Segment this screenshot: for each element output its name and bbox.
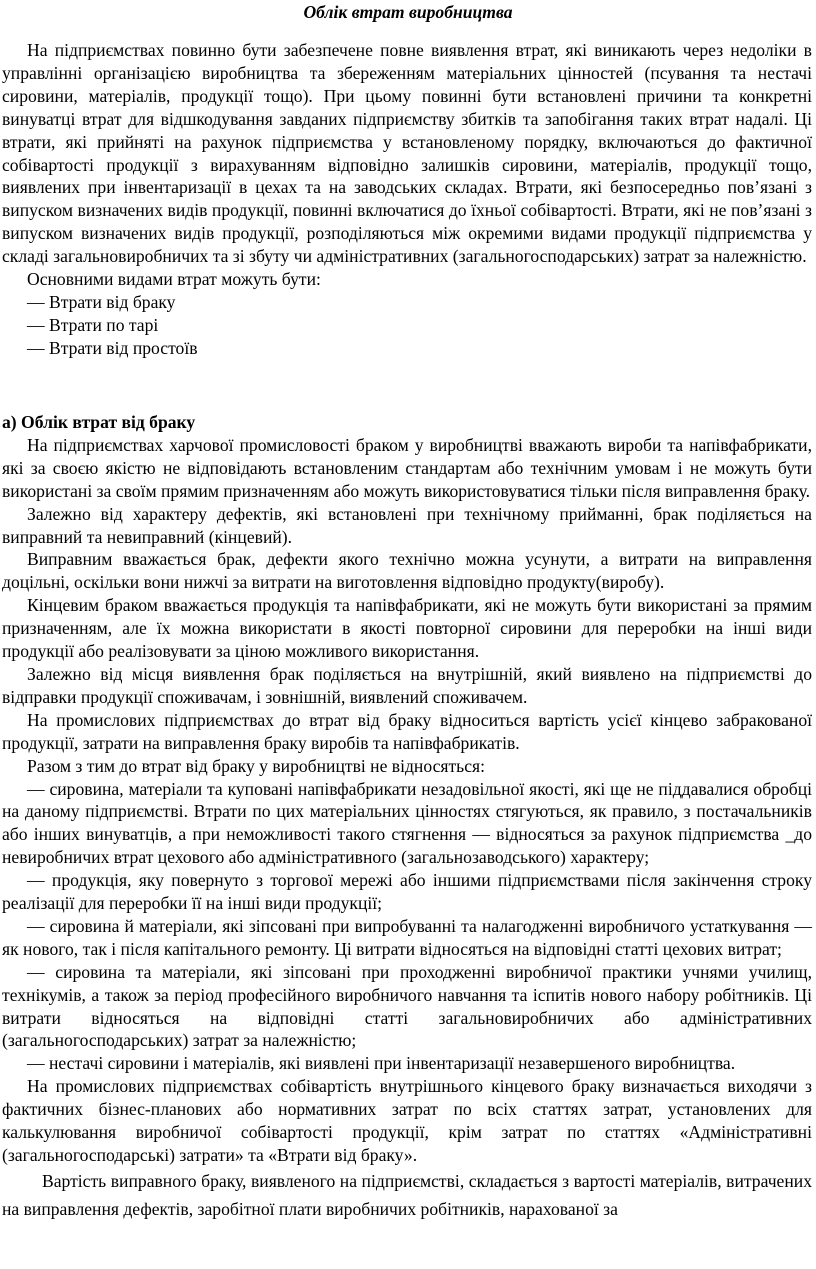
exclusion-item: — сировина, матеріали та куповані напівфабрикати незадовільної якості, які ще не піддавалися обробці на даному підприємстві. Втрати по цих матеріальних цінностях стягуються, як правило, з постачальників або інших винуватців, а при неможливості такого стягнення — відносяться за рахунок підприємства _до невиробничих втрат цехового або адміністративного (загальнозаводського) характеру; [2, 778, 812, 868]
paragraph: На промислових підприємствах собівартість внутрішнього кінцевого браку визначається виходячи з фактичних бізнес-планових або нормативних затрат по всіх статтях затрат, установлених для калькулювання виробничої собівартості продукції, крім затрат по статтях «Адміністративні (загальногосподарські) затрати» та «Втрати від браку». [2, 1076, 812, 1165]
intro-paragraph: На підприємствах повинно бути забезпечене повне виявлення втрат, які виникають через недоліки в управлінні організацією виробництва та збереженням матеріальних цінностей (псування та нестачі сировини, матеріалів, продукції тощо). При цьому повинні бути встановлені причини та конкретні винуватці втрат для відшкодування завданих підприємству збитків та запобігання таких втрат надалі. Ці втрати, які прийняті на рахунок підприємства у встановленому порядку, включаються до фактичної собівартості продукції з вирахуванням відповідно залишків сировини, матеріалів, продукції тощо, виявлених при інвентаризації в цехах та на заводських складах. Втрати, які безпосередньо пов’язані з випуском визначених видів продукції, повинні включатися до їхньої собівартості. Втрати, які не пов’язані з випуском визначених видів продукції, розподіляються між окремими видами продукції підприємства у складі загальновиробничих та зі збуту чи адміністративних (загальногосподарських) затрат за належністю. [2, 40, 812, 267]
paragraph: Вартість виправного браку, виявленого на підприємстві, складається з вартості матеріалів, витрачених на виправлення дефектів, заробітної плати виробничих робітників, нарахованої за [2, 1170, 812, 1219]
exclusion-item: — сировина та матеріали, які зіпсовані при проходженні виробничої практики учнями училищ, технікумів, а також за період професійного виробничого навчання та іспитів нового набору робітників. Ці витрати відносяться на відповідні статті загальновиробничих або адміністративних (загальногосподарських) затрат за належністю; [2, 961, 812, 1051]
section-defects [2, 411, 812, 1223]
paragraph: Кінцевим браком вважається продукція та напівфабрикати, які не можуть бути використані за прямим призначенням, але їх можна використати в якості повторної сировини для переробки на інші види продукції або реалізовувати за ціною можливого використання. [2, 595, 812, 662]
final-block [2, 1167, 812, 1223]
document-title: Облік втрат виробництва [303, 2, 513, 22]
paragraph: Залежно від місця виявлення брак поділяється на внутрішній, який виявлено на підприємстві до відправки продукції споживачам, і зовнішній, виявлений споживачем. [2, 663, 812, 707]
loss-types-lead: Основними видами втрат можуть бути: [27, 269, 321, 290]
section-heading: а) Облік втрат від браку [2, 412, 196, 432]
intro-section [2, 39, 812, 360]
paragraph: Залежно від характеру дефектів, які встановлені при технічному прийманні, брак поділяється на виправний та невиправний (кінцевий). [2, 503, 812, 547]
paragraph: Разом з тим до втрат від браку у виробництві не відносяться: [27, 755, 485, 776]
loss-type-item: — Втрати від браку [27, 291, 176, 312]
paragraph: На підприємствах харчової промисловості браком у виробництві вважають вироби та напівфабрикати, які за своєю якістю не відповідають встановленим стандартам або технічним умовам і не можуть бути використані за своїм прямим призначенням або можуть використовуватися тільки після виправлення браку. [2, 434, 812, 501]
exclusion-item: — нестачі сировини і матеріалів, які виявлені при інвентаризації незавершеного виробництва. [27, 1053, 736, 1074]
loss-type-item: — Втрати від простоїв [27, 337, 198, 358]
exclusion-item: — сировина й матеріали, які зіпсовані при випробуванні та налагодженні виробничого устаткування — як нового, так і після капітального ремонту. Ці витрати відносяться на відповідні статті цехових витрат; [2, 915, 812, 959]
exclusion-item: — продукція, яку повернуто з торгової мережі або іншими підприємствами після закінчення строку реалізації для переробки її на інші види продукції; [2, 870, 812, 914]
paragraph: Виправним вважається брак, дефекти якого технічно можна усунути, а витрати на виправлення доцільні, оскільки вони нижчі за витрати на виготовлення відповідно продукту(виробу). [2, 549, 812, 593]
paragraph: На промислових підприємствах до втрат від браку відноситься вартість усієї кінцево забракованої продукції, затрати на виправлення браку виробів та напівфабрикатів. [2, 709, 812, 753]
loss-type-item: — Втрати по тарі [27, 314, 159, 335]
